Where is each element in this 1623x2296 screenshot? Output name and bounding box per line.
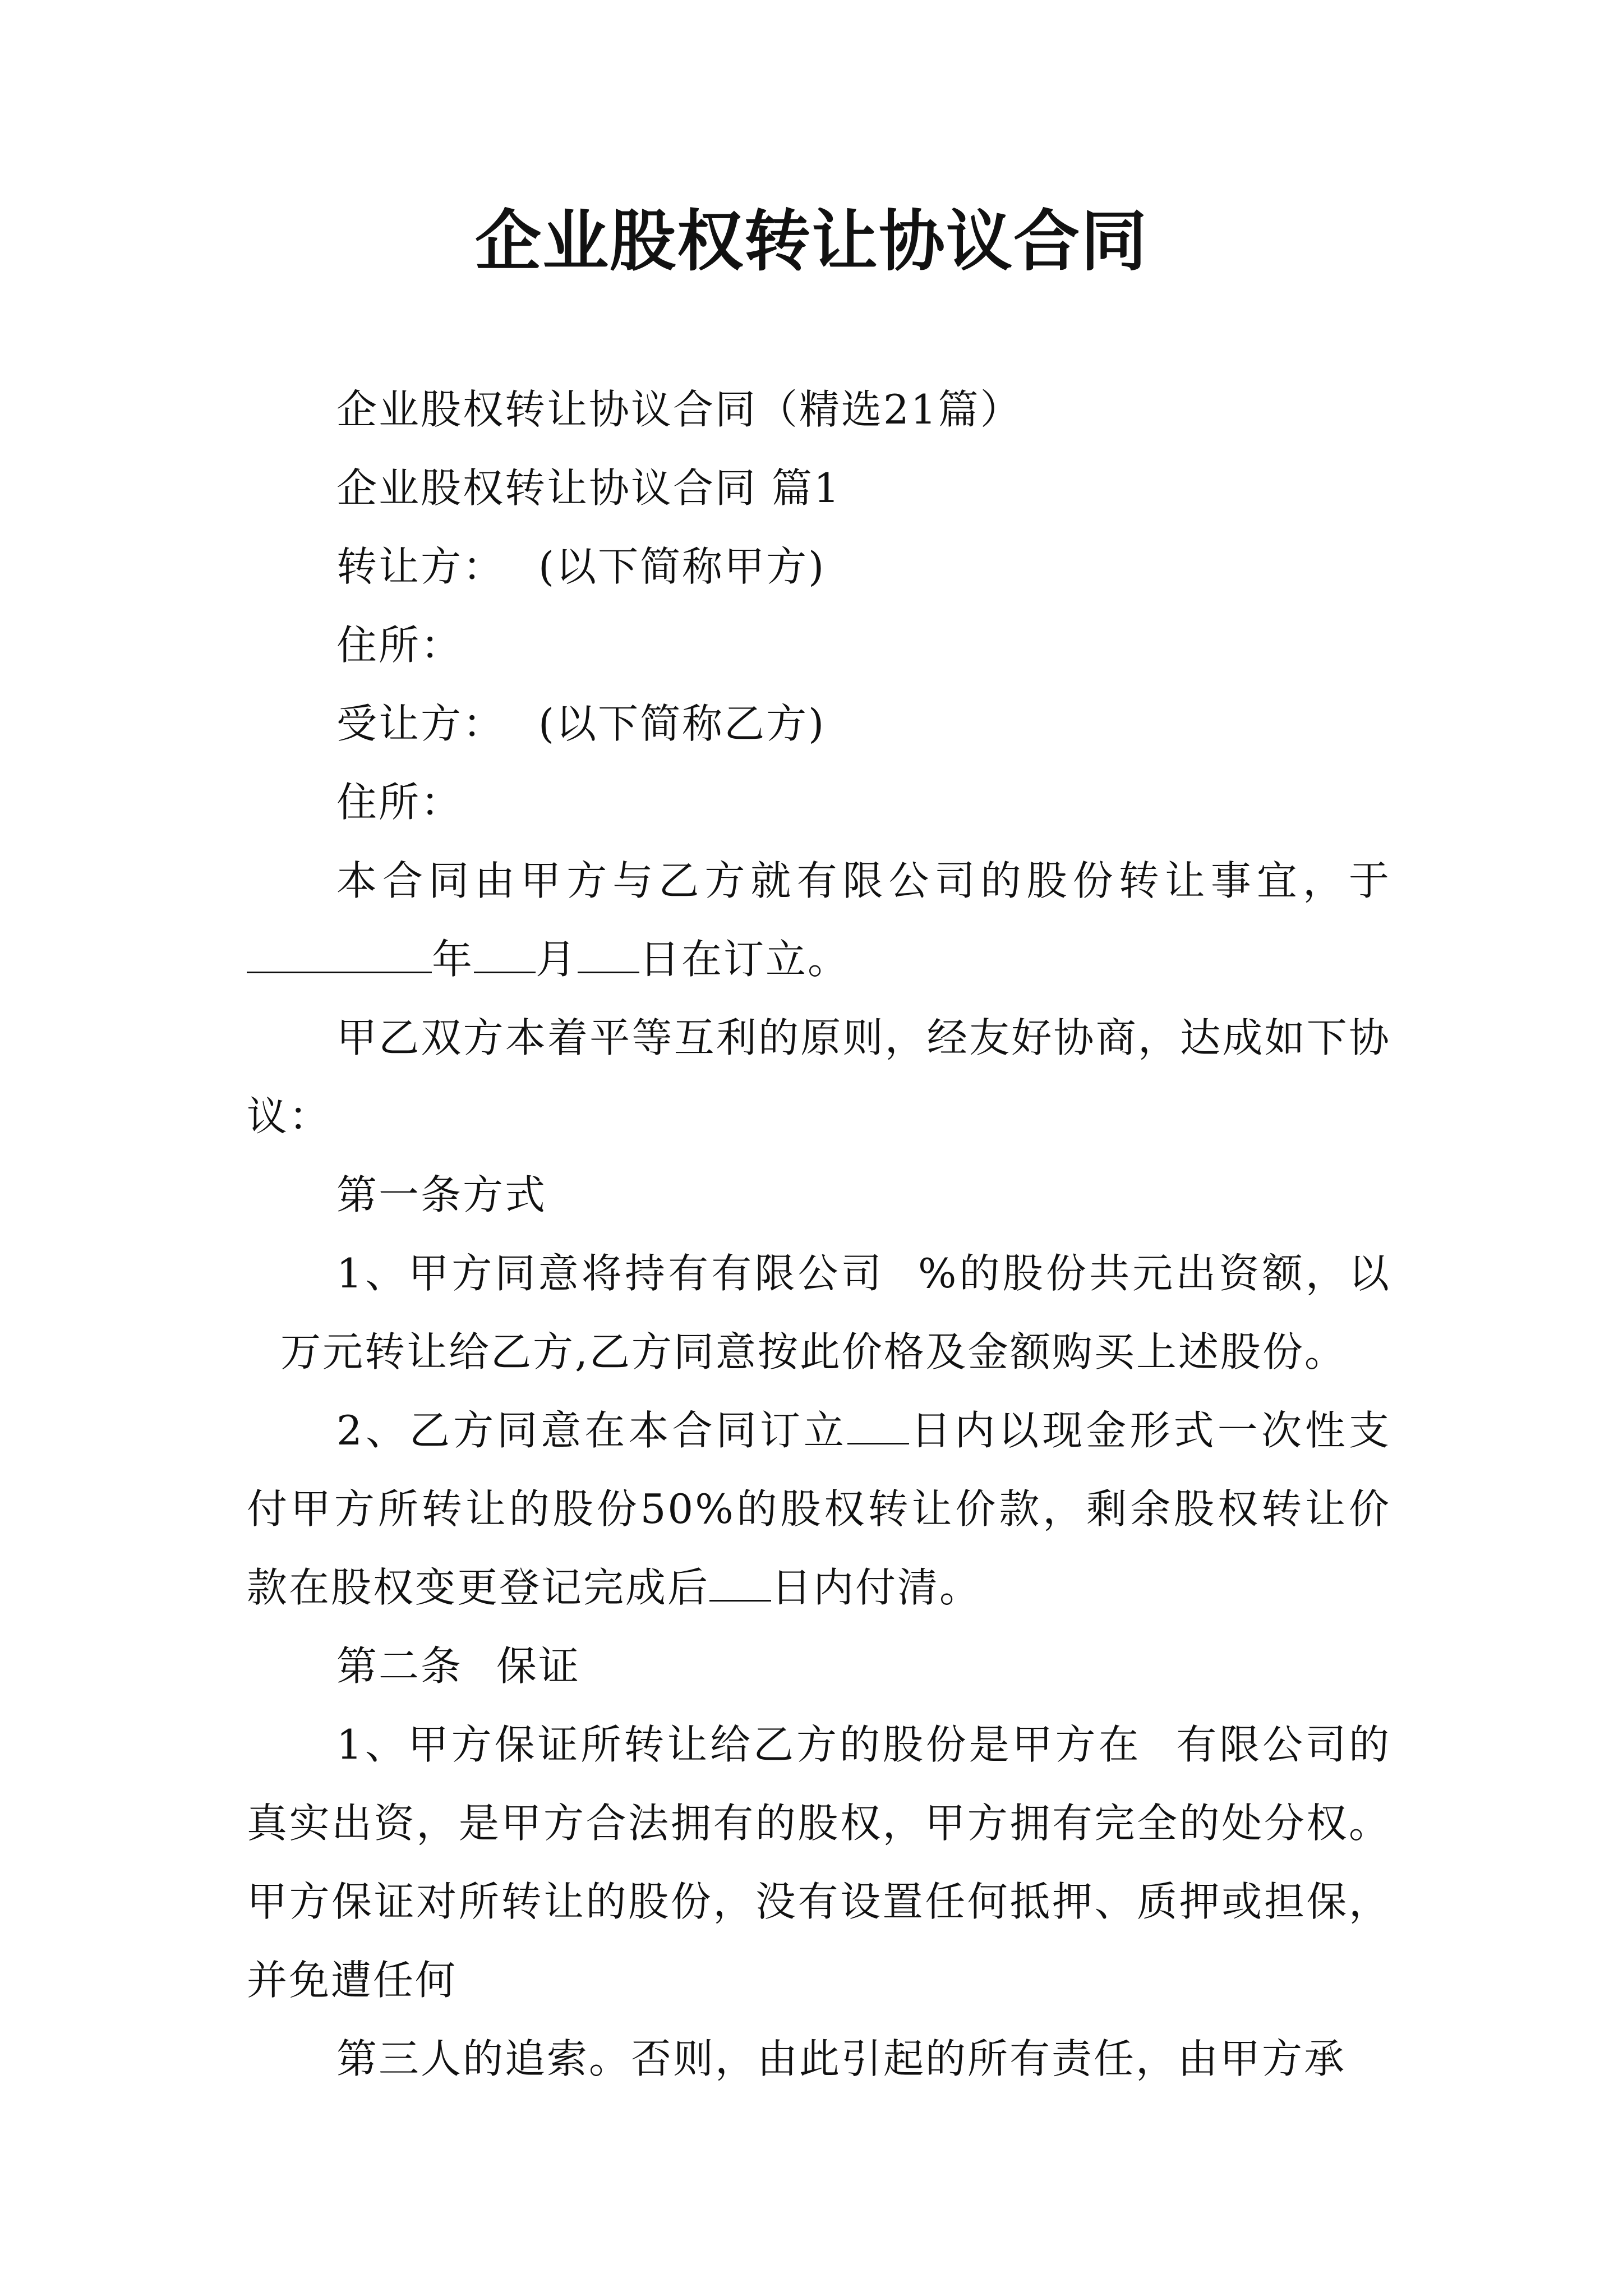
article2-heading (247, 1627, 1391, 1705)
chapter-text: 企业股权转让协议合同 篇1 (336, 464, 841, 512)
transferor-address-line (247, 606, 1391, 684)
article1-item2-c: 日内付清。 (771, 1564, 982, 1611)
subtitle-text: 企业股权转让协议合同（精选21篇） (336, 386, 1022, 433)
month-blank (474, 938, 536, 973)
transferee-note: (以下简称乙方) (538, 700, 826, 747)
intro-text: 本合同由甲方与乙方就有限公司的股份转让事宜，于 (336, 857, 1391, 904)
document-title: 企业股权转让协议合同 (474, 202, 1148, 280)
transferee-line (247, 684, 1391, 763)
article1-item1-b: %的股份共元出资额，以 (917, 1250, 1391, 1297)
document-body (247, 370, 1391, 2098)
article1-heading (247, 1156, 1391, 1234)
transferee-address-line (247, 763, 1391, 841)
transferor-note: (以下简称甲方) (538, 543, 826, 590)
article2-item1 (247, 1705, 1391, 2019)
intro-year: 年 (432, 936, 474, 983)
year-blank (247, 938, 432, 973)
intro-month: 月 (536, 936, 578, 983)
day-blank (578, 938, 639, 973)
chapter-line (247, 449, 1391, 527)
subtitle-line (247, 370, 1391, 449)
intro-paragraph (247, 841, 1391, 999)
transferee-label: 受让方： (336, 700, 505, 747)
article2-title: 第二条 (336, 1642, 463, 1690)
article1-title: 第一条方式 (336, 1171, 547, 1218)
principle-paragraph (247, 999, 1391, 1156)
transferor-label: 转让方： (336, 543, 505, 590)
article2-item1-c: 第三人的追索。否则，由此引起的所有责任，由甲方承 (336, 2035, 1347, 2082)
article1-item2 (247, 1391, 1391, 1627)
transferor-address-label: 住所： (336, 622, 463, 669)
days-blank-1 (847, 1409, 909, 1444)
article1-item1 (247, 1234, 1391, 1391)
transferor-line (247, 527, 1391, 606)
article2-item1-b: 有限公司的真实出资，是甲方合法拥有的股权，甲方拥有完全的处分权。甲方保证对所转让的股份，没有设置任何抵押、质押或担保，并免遭任何 (247, 1721, 1391, 2004)
article1-item1-c: 万元转让给乙方,乙方同意按此价格及金额购买上述股份。 (280, 1328, 1347, 1375)
article2-subtitle: 保证 (496, 1642, 581, 1690)
article2-item1-continued (247, 2019, 1391, 2098)
days-blank-2 (709, 1566, 771, 1602)
intro-day: 日在订立。 (639, 936, 850, 983)
article1-item1-a: 1、甲方同意将持有有限公司 (336, 1250, 884, 1297)
principle-text: 甲乙双方本着平等互利的原则，经友好协商，达成如下协议： (247, 1014, 1391, 1140)
transferee-address-label: 住所： (336, 779, 463, 826)
article2-item1-a: 1、甲方保证所转让给乙方的股份是甲方在 (336, 1721, 1142, 1768)
article1-item2-b: 日内以现金形式一次性支付甲方所转让的股份50%的股权转让价款，剩余股权转让价款在股权变更登记完成后 (247, 1407, 1391, 1611)
article1-item2-a: 2、乙方同意在本合同订立 (336, 1407, 847, 1454)
